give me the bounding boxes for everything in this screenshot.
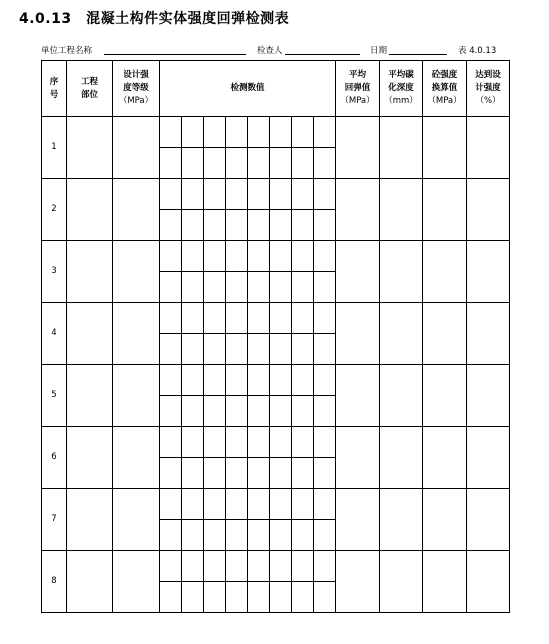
reading-cell[interactable]	[314, 551, 336, 582]
reading-cell[interactable]	[314, 148, 336, 179]
avg-carbonation-cell[interactable]	[380, 489, 423, 551]
reading-cell[interactable]	[314, 489, 336, 520]
reading-cell[interactable]	[270, 489, 292, 520]
reading-cell[interactable]	[270, 241, 292, 272]
reading-cell[interactable]	[160, 117, 182, 148]
reading-cell[interactable]	[182, 458, 204, 489]
reading-cell[interactable]	[204, 303, 226, 334]
design-grade-cell[interactable]	[113, 241, 160, 303]
reading-cell[interactable]	[182, 582, 204, 613]
reading-cell[interactable]	[160, 489, 182, 520]
reading-cell[interactable]	[226, 427, 248, 458]
rebound-test-table	[41, 60, 510, 613]
reading-cell[interactable]	[160, 272, 182, 303]
reading-cell[interactable]	[292, 582, 314, 613]
design-grade-cell[interactable]	[113, 427, 160, 489]
design-grade-cell[interactable]	[113, 551, 160, 613]
part-cell[interactable]	[67, 489, 113, 551]
unit-name-label: 单位工程名称	[41, 46, 93, 56]
row-number: 4	[42, 303, 67, 365]
reading-cell[interactable]	[160, 582, 182, 613]
design-grade-cell[interactable]	[113, 365, 160, 427]
avg-carbonation-cell[interactable]	[380, 303, 423, 365]
reading-cell[interactable]	[182, 117, 204, 148]
avg-rebound-cell[interactable]	[336, 179, 380, 241]
reading-cell[interactable]	[292, 303, 314, 334]
table-number: 表 4.0.13	[458, 46, 497, 56]
row-number: 5	[42, 365, 67, 427]
header-readings: 检测数值	[160, 61, 336, 117]
converted-strength-cell[interactable]	[423, 365, 467, 427]
reading-cell[interactable]	[226, 210, 248, 241]
row-number: 7	[42, 489, 67, 551]
achieved-percent-cell[interactable]	[467, 427, 510, 489]
reading-cell[interactable]	[248, 117, 270, 148]
reading-cell[interactable]	[270, 582, 292, 613]
reading-cell[interactable]	[270, 148, 292, 179]
reading-cell[interactable]	[314, 179, 336, 210]
avg-rebound-cell[interactable]	[336, 489, 380, 551]
reading-cell[interactable]	[248, 241, 270, 272]
reading-cell[interactable]	[182, 520, 204, 551]
reading-cell[interactable]	[226, 551, 248, 582]
reading-cell[interactable]	[248, 365, 270, 396]
avg-carbonation-cell[interactable]	[380, 427, 423, 489]
reading-cell[interactable]	[226, 148, 248, 179]
reading-cell[interactable]	[160, 396, 182, 427]
header-seq: 序 号	[42, 61, 67, 117]
avg-rebound-cell[interactable]	[336, 551, 380, 613]
header-converted-strength: 砼强度 换算值 （MPa）	[423, 61, 467, 117]
reading-cell[interactable]	[182, 427, 204, 458]
reading-cell[interactable]	[314, 458, 336, 489]
reading-cell[interactable]	[182, 551, 204, 582]
reading-cell[interactable]	[160, 148, 182, 179]
part-cell[interactable]	[67, 117, 113, 179]
reading-cell[interactable]	[270, 117, 292, 148]
reading-cell[interactable]	[204, 396, 226, 427]
header-part: 工程 部位	[67, 61, 113, 117]
reading-cell[interactable]	[182, 396, 204, 427]
reading-cell[interactable]	[160, 458, 182, 489]
avg-carbonation-cell[interactable]	[380, 551, 423, 613]
table-row	[42, 489, 510, 520]
avg-carbonation-cell[interactable]	[380, 241, 423, 303]
reading-cell[interactable]	[204, 272, 226, 303]
reading-cell[interactable]	[204, 520, 226, 551]
converted-strength-cell[interactable]	[423, 489, 467, 551]
date-label: 日期	[370, 46, 388, 56]
table-row	[42, 427, 510, 458]
avg-rebound-cell[interactable]	[336, 303, 380, 365]
converted-strength-cell[interactable]	[423, 241, 467, 303]
reading-cell[interactable]	[226, 365, 248, 396]
reading-cell[interactable]	[270, 520, 292, 551]
reading-cell[interactable]	[204, 489, 226, 520]
reading-cell[interactable]	[292, 489, 314, 520]
reading-cell[interactable]	[248, 458, 270, 489]
reading-cell[interactable]	[226, 489, 248, 520]
reading-cell[interactable]	[270, 458, 292, 489]
achieved-percent-cell[interactable]	[467, 489, 510, 551]
unit-name-field[interactable]	[104, 54, 246, 55]
reading-cell[interactable]	[204, 582, 226, 613]
converted-strength-cell[interactable]	[423, 303, 467, 365]
reading-cell[interactable]	[182, 210, 204, 241]
reading-cell[interactable]	[292, 365, 314, 396]
reading-cell[interactable]	[226, 396, 248, 427]
reading-cell[interactable]	[314, 210, 336, 241]
date-field[interactable]	[389, 54, 447, 55]
table-row	[42, 117, 510, 148]
converted-strength-cell[interactable]	[423, 427, 467, 489]
reading-cell[interactable]	[248, 179, 270, 210]
part-cell[interactable]	[67, 427, 113, 489]
reading-cell[interactable]	[314, 334, 336, 365]
reading-cell[interactable]	[226, 520, 248, 551]
row-number: 3	[42, 241, 67, 303]
part-cell[interactable]	[67, 179, 113, 241]
row-number: 8	[42, 551, 67, 613]
avg-carbonation-cell[interactable]	[380, 117, 423, 179]
achieved-percent-cell[interactable]	[467, 179, 510, 241]
reading-cell[interactable]	[160, 303, 182, 334]
reading-cell[interactable]	[182, 272, 204, 303]
reading-cell[interactable]	[204, 117, 226, 148]
reading-cell[interactable]	[182, 489, 204, 520]
reading-cell[interactable]	[160, 520, 182, 551]
reading-cell[interactable]	[292, 458, 314, 489]
reading-cell[interactable]	[248, 551, 270, 582]
reading-cell[interactable]	[292, 396, 314, 427]
reading-cell[interactable]	[204, 427, 226, 458]
converted-strength-cell[interactable]	[423, 551, 467, 613]
reading-cell[interactable]	[292, 520, 314, 551]
table-row	[42, 551, 510, 582]
reading-cell[interactable]	[160, 210, 182, 241]
avg-rebound-cell[interactable]	[336, 241, 380, 303]
reading-cell[interactable]	[314, 427, 336, 458]
header-row	[42, 61, 510, 117]
header-avg-rebound: 平均 回弹值 （MPa）	[336, 61, 380, 117]
reading-cell[interactable]	[314, 303, 336, 334]
reading-cell[interactable]	[160, 241, 182, 272]
converted-strength-cell[interactable]	[423, 179, 467, 241]
avg-rebound-cell[interactable]	[336, 427, 380, 489]
reading-cell[interactable]	[270, 179, 292, 210]
reading-cell[interactable]	[270, 210, 292, 241]
reading-cell[interactable]	[270, 303, 292, 334]
part-cell[interactable]	[67, 365, 113, 427]
table-row	[42, 365, 510, 396]
reading-cell[interactable]	[248, 489, 270, 520]
reading-cell[interactable]	[292, 210, 314, 241]
reading-cell[interactable]	[248, 210, 270, 241]
reading-cell[interactable]	[314, 582, 336, 613]
reading-cell[interactable]	[314, 396, 336, 427]
reading-cell[interactable]	[314, 520, 336, 551]
reading-cell[interactable]	[182, 148, 204, 179]
row-number: 2	[42, 179, 67, 241]
reading-cell[interactable]	[204, 458, 226, 489]
reading-cell[interactable]	[204, 334, 226, 365]
table-row	[42, 241, 510, 272]
reading-cell[interactable]	[160, 551, 182, 582]
reading-cell[interactable]	[204, 551, 226, 582]
design-grade-cell[interactable]	[113, 303, 160, 365]
reading-cell[interactable]	[270, 427, 292, 458]
reading-cell[interactable]	[248, 427, 270, 458]
reading-cell[interactable]	[182, 179, 204, 210]
reading-cell[interactable]	[248, 148, 270, 179]
part-cell[interactable]	[67, 241, 113, 303]
reading-cell[interactable]	[182, 303, 204, 334]
reading-cell[interactable]	[160, 427, 182, 458]
reading-cell[interactable]	[226, 117, 248, 148]
reading-cell[interactable]	[182, 365, 204, 396]
reading-cell[interactable]	[226, 334, 248, 365]
reading-cell[interactable]	[204, 179, 226, 210]
reading-cell[interactable]	[226, 179, 248, 210]
reading-cell[interactable]	[226, 582, 248, 613]
table-row	[42, 179, 510, 210]
header-avg-carbonation: 平均碳 化深度 （mm）	[380, 61, 423, 117]
reading-cell[interactable]	[292, 148, 314, 179]
reading-cell[interactable]	[314, 241, 336, 272]
reading-cell[interactable]	[292, 179, 314, 210]
row-number: 1	[42, 117, 67, 179]
reading-cell[interactable]	[270, 396, 292, 427]
avg-rebound-cell[interactable]	[336, 117, 380, 179]
reading-cell[interactable]	[292, 427, 314, 458]
reading-cell[interactable]	[292, 117, 314, 148]
achieved-percent-cell[interactable]	[467, 117, 510, 179]
reading-cell[interactable]	[292, 551, 314, 582]
table-row	[42, 303, 510, 334]
reading-cell[interactable]	[226, 272, 248, 303]
reading-cell[interactable]	[270, 334, 292, 365]
reading-cell[interactable]	[314, 365, 336, 396]
reading-cell[interactable]	[292, 241, 314, 272]
reading-cell[interactable]	[160, 365, 182, 396]
avg-rebound-cell[interactable]	[336, 365, 380, 427]
reading-cell[interactable]	[160, 334, 182, 365]
reading-cell[interactable]	[314, 117, 336, 148]
reading-cell[interactable]	[292, 272, 314, 303]
page-title: 4.0.13 混凝土构件实体强度回弹检测表	[19, 11, 290, 27]
part-cell[interactable]	[67, 303, 113, 365]
reading-cell[interactable]	[226, 458, 248, 489]
achieved-percent-cell[interactable]	[467, 303, 510, 365]
reading-cell[interactable]	[248, 396, 270, 427]
part-cell[interactable]	[67, 551, 113, 613]
achieved-percent-cell[interactable]	[467, 241, 510, 303]
header-design-grade: 设计强 度等级 （MPa）	[113, 61, 160, 117]
reading-cell[interactable]	[248, 334, 270, 365]
achieved-percent-cell[interactable]	[467, 551, 510, 613]
reading-cell[interactable]	[248, 272, 270, 303]
reading-cell[interactable]	[270, 272, 292, 303]
achieved-percent-cell[interactable]	[467, 365, 510, 427]
avg-carbonation-cell[interactable]	[380, 365, 423, 427]
design-grade-cell[interactable]	[113, 179, 160, 241]
reading-cell[interactable]	[204, 148, 226, 179]
reading-cell[interactable]	[248, 582, 270, 613]
reading-cell[interactable]	[248, 303, 270, 334]
row-number: 6	[42, 427, 67, 489]
inspector-label: 检查人	[257, 46, 283, 56]
reading-cell[interactable]	[182, 241, 204, 272]
reading-cell[interactable]	[204, 241, 226, 272]
design-grade-cell[interactable]	[113, 489, 160, 551]
reading-cell[interactable]	[226, 303, 248, 334]
reading-cell[interactable]	[226, 241, 248, 272]
header-achieved-percent: 达到设 计强度 （%）	[467, 61, 510, 117]
reading-cell[interactable]	[270, 551, 292, 582]
design-grade-cell[interactable]	[113, 117, 160, 179]
reading-cell[interactable]	[160, 179, 182, 210]
reading-cell[interactable]	[314, 272, 336, 303]
reading-cell[interactable]	[204, 210, 226, 241]
reading-cell[interactable]	[204, 365, 226, 396]
avg-carbonation-cell[interactable]	[380, 179, 423, 241]
converted-strength-cell[interactable]	[423, 117, 467, 179]
reading-cell[interactable]	[270, 365, 292, 396]
reading-cell[interactable]	[292, 334, 314, 365]
reading-cell[interactable]	[248, 520, 270, 551]
reading-cell[interactable]	[182, 334, 204, 365]
inspector-field[interactable]	[285, 54, 360, 55]
